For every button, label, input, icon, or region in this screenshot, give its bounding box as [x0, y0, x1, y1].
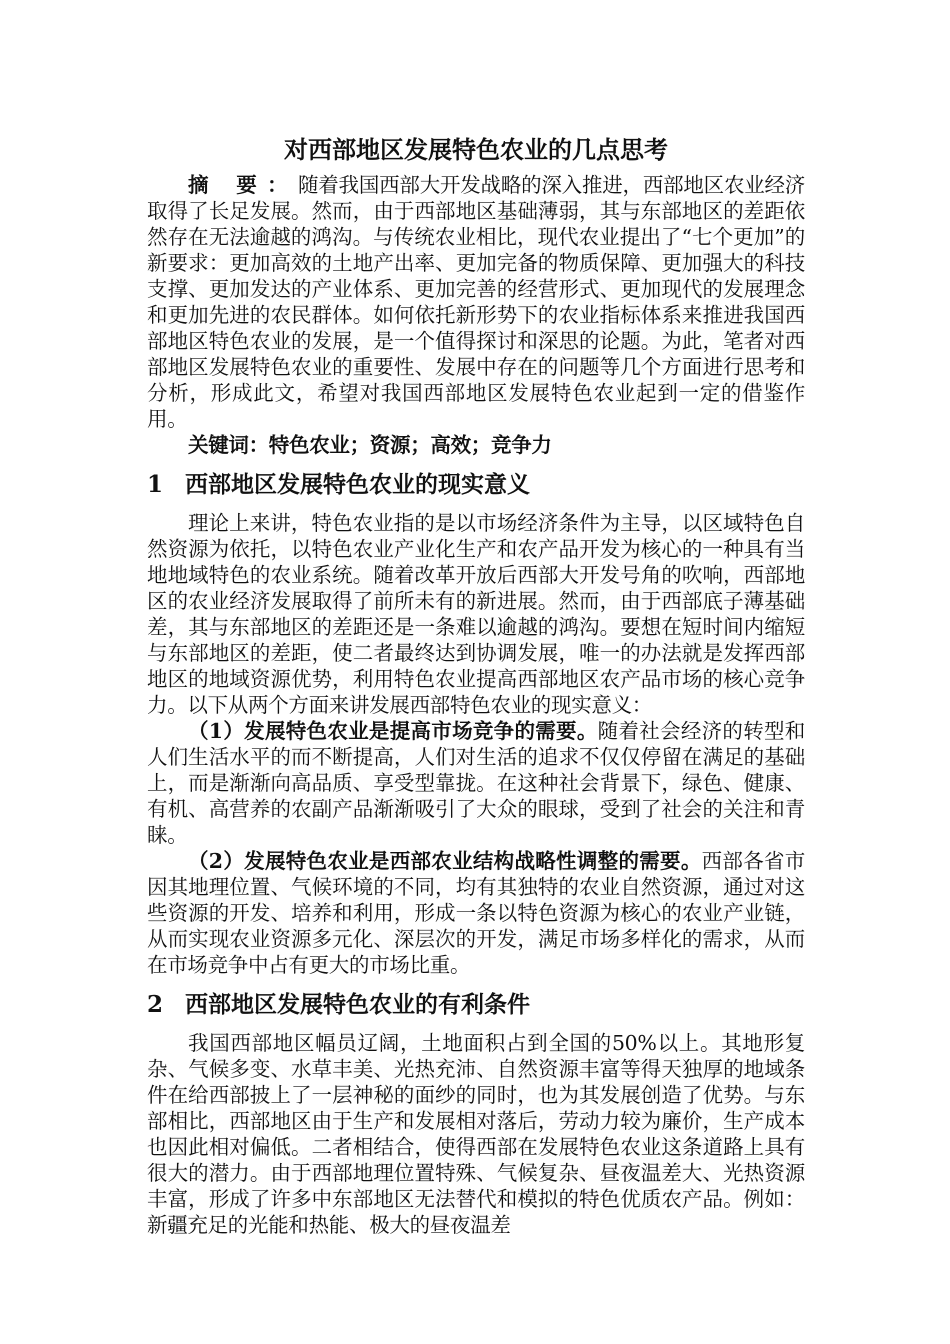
abstract-paragraph — [147, 172, 805, 432]
section-1-item-1-lead: （1）发展特色农业是提高市场竞争的需要。 — [188, 719, 598, 743]
section-1-item-2-lead: （2）发展特色农业是西部农业结构战略性调整的需要。 — [188, 849, 702, 873]
abstract-label: 摘 要： — [188, 173, 298, 197]
section-2-heading — [147, 990, 805, 1020]
section-2-paragraph: 我国西部地区幅员辽阔，土地面积占到全国的50%以上。其地形复杂、气候多变、水草丰美、光热充沛、自然资源丰富等得天独厚的地域条件在给西部披上了一层神秘的面纱的同时，也为其发展创造了优势。与东部相比，西部地区由于生产和发展相对落后，劳动力较为廉价，生产成本也因此相对偏低。二者相结合，使得西部在发展特色农业这条道路上具有很大的潜力。由于西部地理位置特殊、气候复杂、昼夜温差大、光热资源丰富，形成了许多中东部地区无法替代和模拟的特色优质农产品。例如：新疆充足的光能和热能、极大的昼夜温差 — [147, 1031, 805, 1237]
section-1-title: 西部地区发展特色农业的现实意义 — [185, 471, 530, 498]
document-title: 对西部地区发展特色农业的几点思考 — [284, 135, 668, 164]
section-1-item-2 — [147, 848, 805, 978]
section-1-item-1-text: 随着社会经济的转型和人们生活水平的而不断提高，人们对生活的追求不仅仅停留在满足的基础上，而是渐渐向高品质、享受型靠拢。在这种社会背景下，绿色、健康、有机、高营养的农副产品渐渐吸引了大众的眼球，受到了社会的关注和青睐。 — [147, 719, 806, 847]
section-1-item-1 — [147, 718, 805, 848]
section-2-title: 西部地区发展特色农业的有利条件 — [185, 991, 530, 1018]
keywords-line: 关键词：特色农业；资源；高效；竞争力 — [188, 433, 552, 457]
section-1-item-2-text: 西部各省市因其地理位置、气候环境的不同，均有其独特的农业自然资源，通过对这些资源的开发、培养和利用，形成一条以特色资源为核心的农业产业链，从而实现农业资源多元化、深层次的开发，满足市场多样化的需求，从而在市场竞争中占有更大的市场比重。 — [147, 849, 806, 977]
section-1-paragraph: 理论上来讲，特色农业指的是以市场经济条件为主导，以区域特色自然资源为依托，以特色农业产业化生产和农产品开发为核心的一种具有当地地域特色的农业系统。随着改革开放后西部大开发号角的吹响，西部地区的农业经济发展取得了前所未有的新进展。然而，由于西部底子薄基础差，其与东部地区的差距还是一条难以逾越的鸿沟。要想在短时间内缩短与东部地区的差距，使二者最终达到协调发展，唯一的办法就是发挥西部地区的地域资源优势，利用特色农业提高西部地区农产品市场的核心竞争力。以下从两个方面来讲发展西部特色农业的现实意义： — [147, 511, 805, 717]
section-1-heading — [147, 470, 805, 500]
section-1-number: 1 — [147, 471, 164, 498]
section-2-number: 2 — [147, 991, 164, 1018]
abstract-text: 随着我国西部大开发战略的深入推进，西部地区农业经济取得了长足发展。然而，由于西部地区基础薄弱，其与东部地区的差距依然存在无法逾越的鸿沟。与传统农业相比，现代农业提出了“七个更加”的新要求：更加高效的土地产出率、更加完备的物质保障、更加强大的科技支撑、更加发达的产业体系、更加完善的经营形式、更加现代的发展理念和更加先进的农民群体。如何依托新形势下的农业指标体系来推进我国西部地区特色农业的发展，是一个值得探讨和深思的论题。为此，笔者对西部地区发展特色农业的重要性、发展中存在的问题等几个方面进行思考和分析，形成此文，希望对我国西部地区发展特色农业起到一定的借鉴作用。 — [147, 173, 806, 431]
